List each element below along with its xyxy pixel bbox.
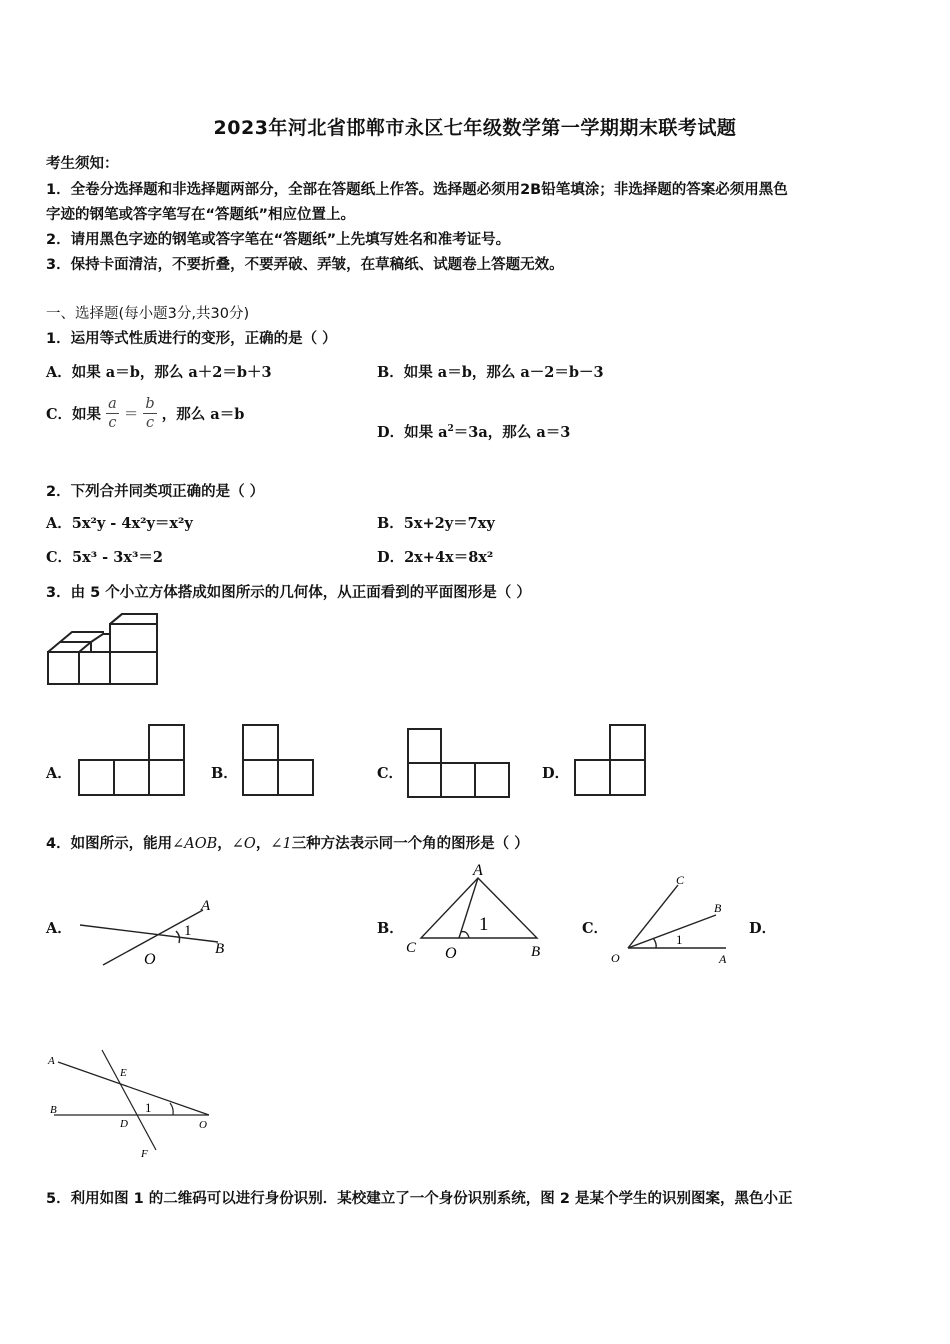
q2-option-d: D．2x+4x＝8x² xyxy=(377,549,494,566)
label-a: A xyxy=(719,952,727,966)
section-heading: 一、选择题(每小题3分,共30分) xyxy=(46,306,250,322)
q4-option-c-figure xyxy=(608,870,738,970)
label-b: B xyxy=(714,901,722,915)
q4-option-b: B． xyxy=(377,920,404,937)
label-1: 1 xyxy=(145,1100,152,1115)
notice-heading: 考生须知： xyxy=(46,156,119,172)
angle-1: ∠1 xyxy=(270,836,292,852)
q1-option-c xyxy=(46,395,244,432)
q2-option-b: B．5x+2y＝7xy xyxy=(377,515,495,532)
label-c: C xyxy=(406,940,417,956)
label-b: B xyxy=(531,944,541,960)
q4-option-a-figure xyxy=(78,895,238,970)
q5-stem: 5．利用如图 1 的二维码可以进行身份识别．某校建立了一个身份识别系统，图 2 是某个学生的识别图案，黑色小正 xyxy=(46,1191,793,1207)
separator: ， xyxy=(217,836,232,852)
q3-option-a-figure xyxy=(78,722,186,797)
equals-sign: ＝ xyxy=(123,407,139,423)
q4-option-c: C． xyxy=(582,920,609,937)
q1-option-d xyxy=(377,421,570,442)
label-o: O xyxy=(445,945,457,962)
q3-option-c: C． xyxy=(377,765,404,782)
q1-option-b: B．如果 a＝b，那么 a－2＝b－3 xyxy=(377,364,604,381)
notice-line-2: 2．请用黑色字迹的钢笔或答字笔在“答题纸”上先填写姓名和准考证号。 xyxy=(46,232,511,248)
fraction-a-over-c xyxy=(106,395,119,432)
q4-option-a: A． xyxy=(46,920,72,937)
q3-option-d: D． xyxy=(542,765,570,782)
q4-option-d-figure xyxy=(44,1045,224,1160)
cube-solid-figure xyxy=(46,612,161,687)
q2-option-c: C．5x³ - 3x³＝2 xyxy=(46,549,163,566)
q3-option-d-figure xyxy=(574,723,648,798)
label-o: O xyxy=(199,1119,207,1131)
label-a: A xyxy=(201,898,211,914)
q3-option-b-figure xyxy=(242,722,314,797)
fraction-numerator: b xyxy=(145,396,155,412)
label-1: 1 xyxy=(479,914,489,935)
notice-line-1b: 字迹的钢笔或答字笔写在“答题纸”相应位置上。 xyxy=(46,207,356,223)
q1-option-d-suffix: ＝3a，那么 a＝3 xyxy=(453,424,571,441)
notice-line-1a: 1．全卷分选择题和非选择题两部分，全部在答题纸上作答。选择题必须用2B铅笔填涂；非选择题的答案必须用黑色 xyxy=(46,182,788,198)
fraction-b-over-c xyxy=(143,395,156,432)
label-d: D xyxy=(120,1118,128,1130)
q4-stem xyxy=(46,832,529,853)
exponent: 2 xyxy=(447,424,454,435)
notice-line-3: 3．保持卡面清洁，不要折叠，不要弄破、弄皱，在草稿纸、试题卷上答题无效。 xyxy=(46,257,564,273)
q1-option-d-prefix: D．如果 a xyxy=(377,424,448,441)
fraction-denominator: c xyxy=(108,415,117,431)
q1-option-c-prefix: C．如果 xyxy=(46,406,102,423)
q4-stem-suffix: 三种方法表示同一个角的图形是（ ） xyxy=(291,836,529,852)
q3-option-b: B． xyxy=(211,765,238,782)
q3-stem: 3．由 5 个小立方体搭成如图所示的几何体，从正面看到的平面图形是（ ） xyxy=(46,585,531,601)
label-b: B xyxy=(215,941,225,957)
q2-option-a: A．5x²y - 4x²y＝x²y xyxy=(46,515,193,532)
fraction-denominator: c xyxy=(145,415,155,431)
q4-option-b-figure xyxy=(404,860,554,965)
label-a: A xyxy=(473,862,483,879)
label-a: A xyxy=(48,1055,55,1067)
q1-stem: 1．运用等式性质进行的变形，正确的是（ ） xyxy=(46,331,337,347)
q3-option-c-figure xyxy=(406,727,512,799)
angle-aob: ∠AOB xyxy=(172,836,218,852)
separator: ， xyxy=(255,836,271,852)
label-1: 1 xyxy=(184,923,192,939)
q2-stem: 2．下列合并同类项正确的是（ ） xyxy=(46,484,265,500)
angle-o: ∠O xyxy=(231,836,256,852)
label-1: 1 xyxy=(676,932,683,947)
q4-option-d: D． xyxy=(749,920,777,937)
label-o: O xyxy=(611,951,620,965)
label-e: E xyxy=(120,1067,127,1079)
q1-option-a: A．如果 a＝b，那么 a＋2＝b＋3 xyxy=(46,364,272,381)
fraction-numerator: a xyxy=(108,396,117,412)
q3-option-a: A． xyxy=(46,765,72,782)
q1-option-c-suffix: ，那么 a＝b xyxy=(161,406,245,423)
q4-stem-prefix: 4．如图所示，能用 xyxy=(46,836,173,852)
label-f: F xyxy=(141,1148,148,1160)
label-o: O xyxy=(144,951,156,968)
page-title: 2023年河北省邯郸市永区七年级数学第一学期期末联考试题 xyxy=(213,117,737,139)
label-b: B xyxy=(50,1104,57,1116)
label-c: C xyxy=(676,873,685,887)
